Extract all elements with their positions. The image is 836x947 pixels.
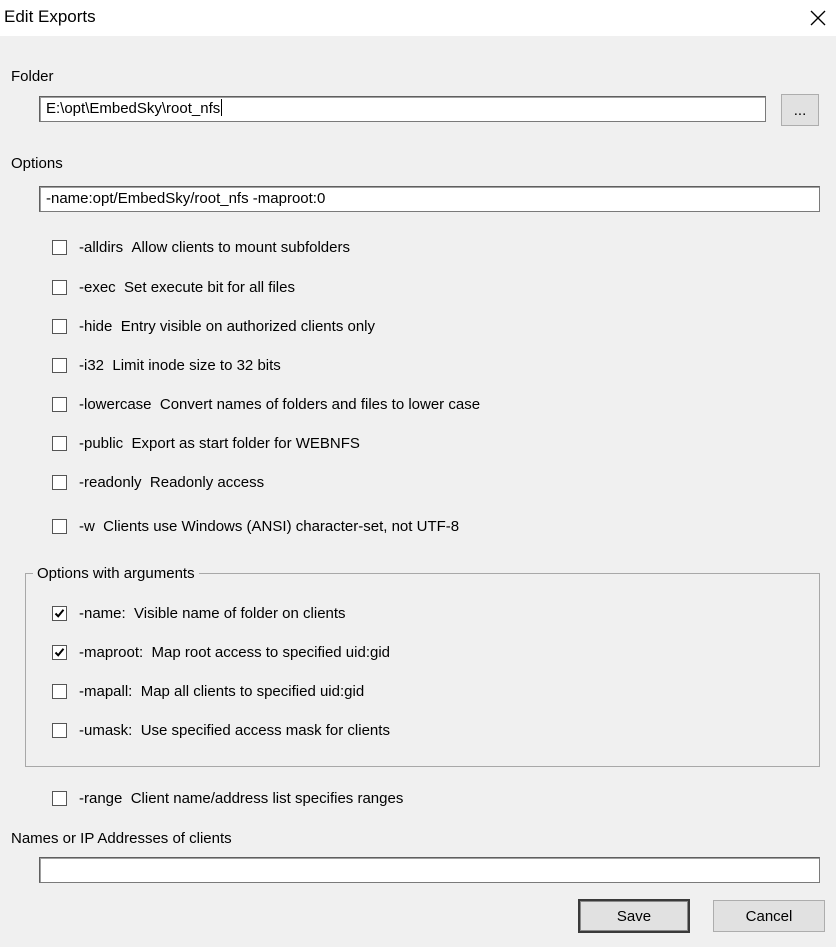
option-flag: -range	[79, 789, 123, 807]
option-flag: -alldirs	[79, 238, 124, 256]
option-flag: -maproot:	[79, 643, 144, 661]
options-value: -name:opt/EmbedSky/root_nfs -maproot:0	[46, 190, 326, 207]
option-flag: -mapall:	[79, 682, 133, 700]
checkbox-i32[interactable]	[52, 358, 67, 373]
folder-input[interactable]	[39, 96, 766, 122]
checkbox-row-mapall[interactable]	[52, 681, 364, 701]
option-description: Allow clients to mount subfolders	[131, 238, 350, 256]
checkmark-icon	[54, 608, 65, 619]
text-caret	[221, 99, 222, 116]
options-label: Options	[11, 155, 63, 172]
checkbox-exec[interactable]	[52, 280, 67, 295]
option-flag: -readonly	[79, 473, 142, 491]
checkbox-alldirs[interactable]	[52, 240, 67, 255]
option-flag: -exec	[79, 278, 116, 296]
checkbox-row-public[interactable]	[52, 433, 360, 453]
cancel-button[interactable]: Cancel	[713, 900, 825, 932]
window-title: Edit Exports	[4, 7, 96, 26]
option-description: Set execute bit for all files	[124, 278, 295, 296]
option-description: Visible name of folder on clients	[134, 604, 346, 622]
checkbox-maproot[interactable]	[52, 645, 67, 660]
checkbox-row-readonly[interactable]	[52, 472, 264, 492]
group-label: Options with arguments	[33, 565, 199, 582]
save-button[interactable]: Save	[578, 899, 690, 933]
checkbox-row-maproot[interactable]	[52, 642, 390, 662]
option-description: Client name/address list specifies ranges	[130, 789, 404, 807]
option-flag: -name:	[79, 604, 126, 622]
checkbox-row-alldirs[interactable]	[52, 237, 350, 257]
option-description: Entry visible on authorized clients only	[120, 317, 375, 335]
option-flag: -public	[79, 434, 124, 452]
option-flag: -hide	[79, 317, 113, 335]
clients-input[interactable]	[39, 857, 820, 883]
checkbox-hide[interactable]	[52, 319, 67, 334]
option-description: Readonly access	[149, 473, 265, 491]
checkbox-row-lowercase[interactable]	[52, 394, 480, 414]
checkbox-row-i32[interactable]	[52, 355, 281, 375]
folder-label: Folder	[11, 68, 54, 85]
checkbox-w[interactable]	[52, 519, 67, 534]
option-flag: -i32	[79, 356, 105, 374]
option-flag: -w	[79, 517, 95, 535]
option-flag: -umask:	[79, 721, 133, 739]
option-description: Convert names of folders and files to lower case	[159, 395, 481, 413]
checkbox-row-exec[interactable]	[52, 277, 295, 297]
option-description: Limit inode size to 32 bits	[112, 356, 281, 374]
browse-button[interactable]: ...	[781, 94, 819, 126]
checkbox-name[interactable]	[52, 606, 67, 621]
options-input[interactable]	[39, 186, 820, 212]
checkbox-mapall[interactable]	[52, 684, 67, 699]
checkmark-icon	[54, 647, 65, 658]
folder-value: E:\opt\EmbedSky\root_nfs	[46, 100, 221, 117]
close-icon	[810, 10, 826, 26]
checkbox-row-w[interactable]	[52, 516, 459, 536]
option-description: Export as start folder for WEBNFS	[131, 434, 360, 452]
title-bar	[0, 0, 836, 36]
checkbox-lowercase[interactable]	[52, 397, 67, 412]
checkbox-readonly[interactable]	[52, 475, 67, 490]
checkbox-row-range[interactable]	[52, 788, 403, 808]
checkbox-umask[interactable]	[52, 723, 67, 738]
option-description: Use specified access mask for clients	[140, 721, 390, 739]
checkbox-range[interactable]	[52, 791, 67, 806]
option-description: Map all clients to specified uid:gid	[140, 682, 365, 700]
clients-label: Names or IP Addresses of clients	[11, 830, 232, 847]
option-flag: -lowercase	[79, 395, 152, 413]
option-description: Map root access to specified uid:gid	[151, 643, 391, 661]
checkbox-row-hide[interactable]	[52, 316, 375, 336]
checkbox-row-name[interactable]	[52, 603, 346, 623]
checkbox-row-umask[interactable]	[52, 720, 390, 740]
checkbox-public[interactable]	[52, 436, 67, 451]
option-description: Clients use Windows (ANSI) character-set, not UTF-8	[103, 517, 460, 535]
close-button[interactable]	[800, 0, 836, 36]
